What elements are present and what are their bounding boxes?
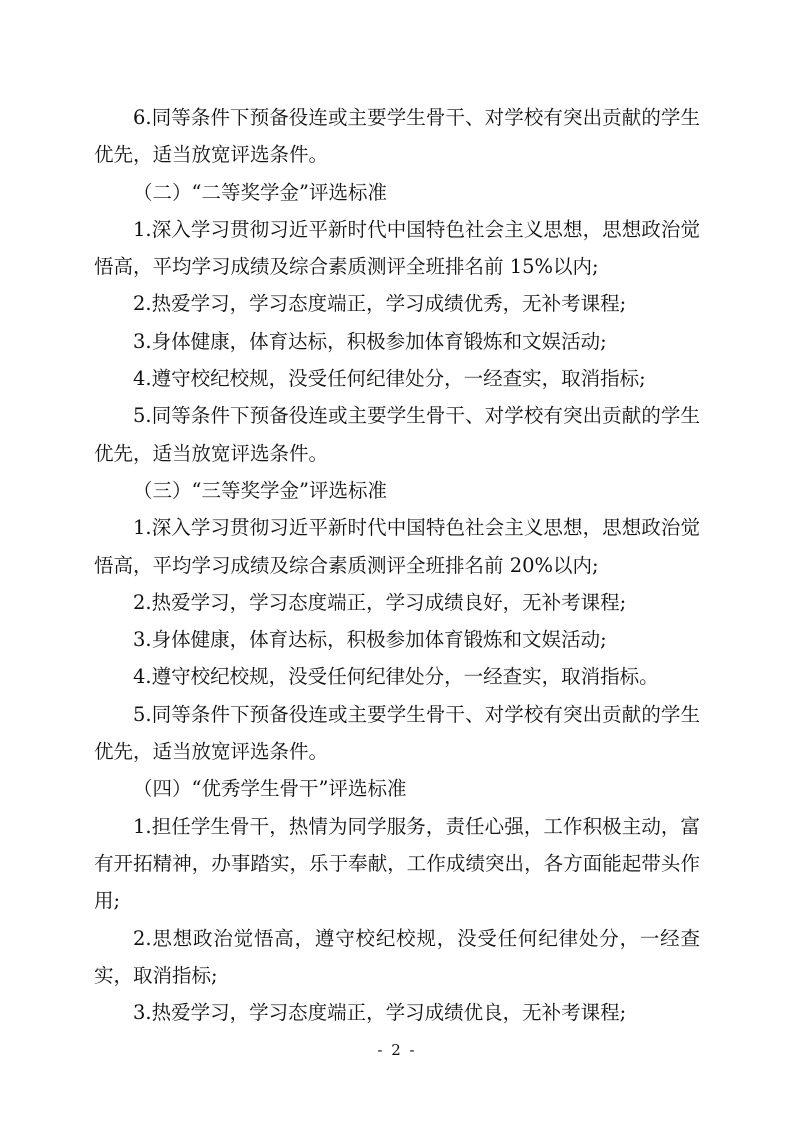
paragraph-priority-clause: 6.同等条件下预备役连或主要学生骨干、对学校有突出贡献的学生优先，适当放宽评选条件。 (94, 106, 700, 167)
section-heading-outstanding-cadre: （四）“优秀学生骨干”评选标准 (133, 777, 407, 801)
paragraph-third-prize-item-2: 2.热爱学习，学习态度端正，学习成绩良好，无补考课程; (133, 590, 627, 614)
paragraph-second-prize-item-4: 4.遵守校纪校规，没受任何纪律处分，一经查实，取消指标; (133, 367, 646, 391)
paragraph-cadre-item-3: 3.热爱学习，学习态度端正，学习成绩优良，无补考课程; (133, 1001, 627, 1025)
paragraph-second-prize-item-2: 2.热爱学习，学习态度端正，学习成绩优秀，无补考课程; (133, 292, 627, 316)
paragraph-cadre-item-2: 2.思想政治觉悟高，遵守校纪校规，没受任何纪律处分，一经查实，取消指标; (94, 926, 700, 987)
paragraph-third-prize-item-1: 1.深入学习贯彻习近平新时代中国特色社会主义思想，思想政治觉悟高，平均学习成绩及综合素质测评全班排名前 20%以内; (94, 516, 700, 577)
paragraph-second-prize-item-1: 1.深入学习贯彻习近平新时代中国特色社会主义思想，思想政治觉悟高，平均学习成绩及综合素质测评全班排名前 15%以内; (94, 217, 700, 279)
paragraph-second-prize-item-5: 5.同等条件下预备役连或主要学生骨干、对学校有突出贡献的学生优先，适当放宽评选条件。 (94, 404, 700, 465)
document-body (94, 99, 700, 1031)
paragraph-cadre-item-1: 1.担任学生骨干，热情为同学服务，责任心强，工作积极主动，富有开拓精神，办事踏实，乐于奉献，工作成绩突出，各方面能起带头作用; (94, 814, 700, 913)
paragraph-third-prize-item-5: 5.同等条件下预备役连或主要学生骨干、对学校有突出贡献的学生优先，适当放宽评选条件。 (94, 702, 700, 764)
section-heading-third-prize: （三）“三等奖学金”评选标准 (133, 478, 387, 502)
section-heading-second-prize: （二）“二等奖学金”评选标准 (133, 180, 387, 204)
paragraph-second-prize-item-3: 3.身体健康，体育达标，积极参加体育锻炼和文娱活动; (133, 329, 607, 353)
paragraph-third-prize-item-3: 3.身体健康，体育达标，积极参加体育锻炼和文娱活动; (133, 628, 607, 652)
paragraph-third-prize-item-4: 4.遵守校纪校规，没受任何纪律处分，一经查实，取消指标。 (133, 665, 659, 689)
page-number: - 2 - (377, 1041, 417, 1059)
